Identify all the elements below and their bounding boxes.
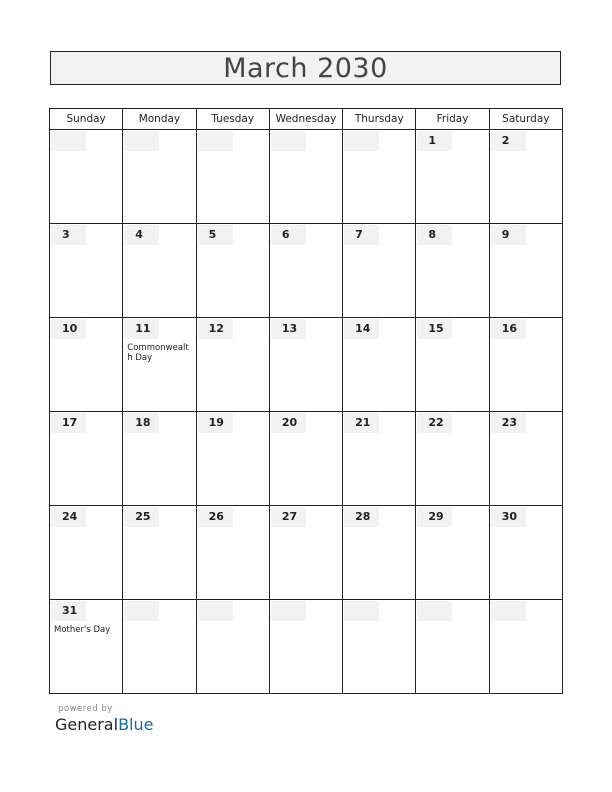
day-cell[interactable] bbox=[196, 224, 269, 318]
day-number: 12 bbox=[198, 319, 233, 339]
day-cell[interactable] bbox=[50, 412, 123, 506]
week-row bbox=[50, 130, 563, 224]
day-number: 5 bbox=[198, 225, 233, 245]
day-number: 10 bbox=[51, 319, 86, 339]
day-cell[interactable] bbox=[123, 506, 196, 600]
day-number: 9 bbox=[491, 225, 526, 245]
week-row bbox=[50, 506, 563, 600]
brand-blue-text: Blue bbox=[118, 715, 154, 734]
day-number: 22 bbox=[417, 413, 452, 433]
day-cell[interactable] bbox=[50, 224, 123, 318]
day-cell[interactable] bbox=[196, 318, 269, 412]
day-cell[interactable] bbox=[196, 506, 269, 600]
day-cell[interactable] bbox=[50, 506, 123, 600]
day-cell[interactable] bbox=[489, 412, 562, 506]
holiday-label: Mother's Day bbox=[54, 625, 111, 635]
weekday-thursday: Thursday bbox=[343, 109, 416, 130]
day-cell[interactable] bbox=[489, 318, 562, 412]
day-number: 24 bbox=[51, 507, 86, 527]
day-number: 20 bbox=[271, 413, 306, 433]
day-cell[interactable] bbox=[123, 224, 196, 318]
day-number: 3 bbox=[51, 225, 86, 245]
day-cell[interactable] bbox=[50, 130, 123, 224]
day-cell[interactable] bbox=[123, 412, 196, 506]
day-cell[interactable] bbox=[343, 224, 416, 318]
week-row bbox=[50, 412, 563, 506]
calendar-title-box bbox=[50, 51, 561, 85]
day-cell[interactable] bbox=[269, 318, 342, 412]
day-cell[interactable] bbox=[269, 600, 342, 694]
day-cell[interactable] bbox=[196, 600, 269, 694]
day-number: 23 bbox=[491, 413, 526, 433]
weekday-sunday: Sunday bbox=[50, 109, 123, 130]
day-cell[interactable] bbox=[416, 130, 489, 224]
powered-by-text: powered by bbox=[58, 704, 113, 714]
day-cell[interactable] bbox=[123, 130, 196, 224]
day-cell[interactable] bbox=[416, 600, 489, 694]
weekday-wednesday: Wednesday bbox=[269, 109, 342, 130]
brand-general-text: General bbox=[55, 715, 119, 734]
day-cell[interactable] bbox=[489, 506, 562, 600]
day-cell[interactable] bbox=[489, 224, 562, 318]
day-number: 28 bbox=[344, 507, 379, 527]
day-number bbox=[198, 601, 233, 621]
week-row bbox=[50, 318, 563, 412]
day-number: 29 bbox=[417, 507, 452, 527]
day-cell[interactable] bbox=[416, 318, 489, 412]
day-cell[interactable] bbox=[343, 130, 416, 224]
day-number: 1 bbox=[417, 131, 452, 151]
day-number: 18 bbox=[124, 413, 159, 433]
day-cell[interactable] bbox=[343, 600, 416, 694]
day-cell[interactable] bbox=[123, 318, 196, 412]
day-number: 21 bbox=[344, 413, 379, 433]
day-cell[interactable] bbox=[489, 600, 562, 694]
day-number: 7 bbox=[344, 225, 379, 245]
day-number bbox=[51, 131, 86, 151]
weekday-tuesday: Tuesday bbox=[196, 109, 269, 130]
day-number: 31 bbox=[51, 601, 86, 621]
day-cell[interactable] bbox=[269, 224, 342, 318]
day-number bbox=[271, 131, 306, 151]
day-number bbox=[124, 601, 159, 621]
day-cell[interactable] bbox=[269, 506, 342, 600]
holiday-label: Commonwealth Day bbox=[127, 343, 189, 363]
day-number: 14 bbox=[344, 319, 379, 339]
day-cell[interactable] bbox=[196, 130, 269, 224]
day-number: 2 bbox=[491, 131, 526, 151]
day-cell[interactable] bbox=[343, 412, 416, 506]
day-cell[interactable] bbox=[489, 130, 562, 224]
day-cell[interactable] bbox=[416, 224, 489, 318]
weekday-monday: Monday bbox=[123, 109, 196, 130]
weekday-saturday: Saturday bbox=[489, 109, 562, 130]
day-number: 15 bbox=[417, 319, 452, 339]
day-number: 16 bbox=[491, 319, 526, 339]
day-number: 13 bbox=[271, 319, 306, 339]
day-number: 11 bbox=[124, 319, 159, 339]
calendar-title: March 2030 bbox=[223, 52, 388, 84]
day-number: 19 bbox=[198, 413, 233, 433]
day-number: 6 bbox=[271, 225, 306, 245]
day-number bbox=[344, 131, 379, 151]
day-number bbox=[271, 601, 306, 621]
day-number: 17 bbox=[51, 413, 86, 433]
day-number: 4 bbox=[124, 225, 159, 245]
day-cell[interactable] bbox=[343, 506, 416, 600]
day-cell[interactable] bbox=[50, 600, 123, 694]
calendar-grid bbox=[49, 108, 563, 694]
day-cell[interactable] bbox=[269, 412, 342, 506]
weekday-friday: Friday bbox=[416, 109, 489, 130]
day-number: 27 bbox=[271, 507, 306, 527]
day-number bbox=[124, 131, 159, 151]
week-row bbox=[50, 600, 563, 694]
day-number bbox=[491, 601, 526, 621]
day-number bbox=[344, 601, 379, 621]
day-cell[interactable] bbox=[123, 600, 196, 694]
day-cell[interactable] bbox=[416, 506, 489, 600]
day-cell[interactable] bbox=[416, 412, 489, 506]
day-cell[interactable] bbox=[269, 130, 342, 224]
day-cell[interactable] bbox=[196, 412, 269, 506]
week-row bbox=[50, 224, 563, 318]
day-cell[interactable] bbox=[50, 318, 123, 412]
brand-logo[interactable] bbox=[55, 715, 153, 734]
day-number: 26 bbox=[198, 507, 233, 527]
day-cell[interactable] bbox=[343, 318, 416, 412]
calendar-body bbox=[50, 130, 563, 694]
day-number: 30 bbox=[491, 507, 526, 527]
weekday-header-row bbox=[50, 109, 563, 130]
day-number bbox=[198, 131, 233, 151]
day-number: 25 bbox=[124, 507, 159, 527]
day-number: 8 bbox=[417, 225, 452, 245]
day-number bbox=[417, 601, 452, 621]
